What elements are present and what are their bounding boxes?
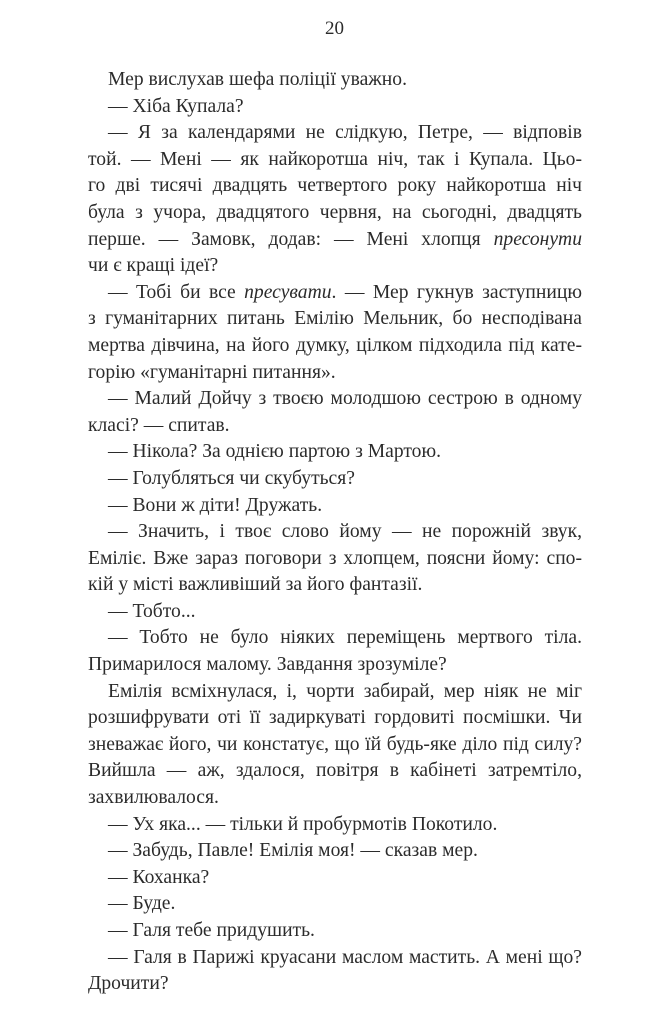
text-span: — Нікола? За однією партою з Мартою.: [108, 441, 441, 463]
text-line: [88, 493, 582, 520]
italic-text: пресонути: [493, 228, 582, 250]
text-line: [88, 705, 582, 732]
text-line: [88, 280, 582, 307]
text-line: [88, 812, 582, 839]
text-line: [88, 147, 582, 174]
text-line: [88, 94, 582, 121]
text-span: чи є кращі ідеї?: [88, 255, 219, 277]
text-span: — Забудь, Павле! Емілія моя! — сказав мер.: [108, 840, 478, 862]
text-line: [88, 546, 582, 573]
text-line: [88, 439, 582, 466]
text-line: [88, 333, 582, 360]
text-line: [88, 173, 582, 200]
text-line: [88, 67, 582, 94]
text-line: [88, 838, 582, 865]
text-span: — Малий Дойчу з твоєю молодшою сестрою в одному: [108, 388, 582, 410]
text-span: — Тобто не було ніяких переміщень мертвого тіла.: [108, 627, 582, 649]
text-span: — Коханка?: [108, 866, 210, 888]
text-span: — Голубляться чи скубуться?: [108, 467, 355, 489]
text-line: [88, 891, 582, 918]
text-span: — Значить, і твоє слово йому — не порожній звук,: [108, 521, 582, 543]
text-span: Еміліє. Вже зараз поговори з хлопцем, поясни йому: спо-: [88, 547, 582, 569]
text-line: [88, 865, 582, 892]
text-line: [88, 253, 582, 280]
text-span: була з учора, двадцятого червня, на сьогодні, двадцять: [88, 201, 582, 223]
text-line: [88, 360, 582, 387]
text-span: зневажає його, чи констатує, що їй будь-яке діло під силу?: [88, 733, 582, 755]
text-span: — Галя в Парижі круасани маслом мастить. А мені що?: [108, 946, 582, 968]
text-line: [88, 306, 582, 333]
text-line: [88, 120, 582, 147]
text-line: [88, 466, 582, 493]
text-span: Дрочити?: [88, 973, 169, 995]
text-line: [88, 200, 582, 227]
text-span: класі? — спитав.: [88, 414, 230, 436]
text-line: [88, 386, 582, 413]
text-span: — Хіба Купала?: [108, 95, 244, 117]
text-line: [88, 227, 582, 254]
body-text: [88, 67, 582, 998]
text-span: перше. — Замовк, додав: — Мені хлопця: [88, 228, 494, 250]
text-line: [88, 918, 582, 945]
text-span: — Тобі би все: [108, 281, 245, 303]
text-span: Вийшла — аж, здалося, повітря в кабінеті затремтіло,: [88, 760, 582, 782]
text-span: — Буде.: [108, 893, 176, 915]
text-line: [88, 599, 582, 626]
text-span: — Я за календарями не слідкую, Петре, — відповів: [108, 122, 582, 144]
text-line: [88, 945, 582, 972]
text-line: [88, 732, 582, 759]
text-span: го дві тисячі двадцять четвертого року найкоротша ніч: [88, 175, 582, 197]
text-span: Мер вислухав шефа поліції уважно.: [108, 69, 407, 90]
text-span: мертва дівчина, на його думку, цілком підходила під кате-: [88, 334, 582, 356]
italic-text: пресувати: [244, 281, 332, 303]
text-span: — Вони ж діти! Дружать.: [108, 494, 323, 516]
text-span: — Ух яка... — тільки й пробурмотів Покотило.: [108, 813, 498, 835]
text-line: [88, 679, 582, 706]
text-line: [88, 971, 582, 998]
text-line: [88, 413, 582, 440]
text-span: кій у місті важливіший за його фантазії.: [88, 574, 423, 596]
text-line: [88, 625, 582, 652]
text-line: [88, 572, 582, 599]
text-span: Емілія всміхнулася, і, чорти забирай, мер ніяк не міг: [108, 680, 582, 702]
text-span: горію «гуманітарні питання».: [88, 361, 336, 383]
text-line: [88, 785, 582, 812]
text-line: [88, 519, 582, 546]
text-span: з гуманітарних питань Емілію Мельник, бо несподівана: [88, 308, 582, 330]
text-span: — Галя тебе придушить.: [108, 920, 315, 941]
page-number: 20: [325, 18, 344, 39]
text-span: розшифрувати оті її задиркуваті гордовиті посмішки. Чи: [88, 707, 582, 729]
text-span: Примарилося малому. Завдання зрозуміле?: [88, 654, 447, 676]
text-span: той. — Мені — як найкоротша ніч, так і Купала. Цьо-: [88, 148, 582, 170]
text-span: . — Мер гукнув заступницю: [331, 281, 582, 303]
text-line: [88, 758, 582, 785]
text-span: захвилювалося.: [88, 787, 219, 809]
text-line: [88, 652, 582, 679]
text-span: — Тобто...: [108, 600, 196, 622]
